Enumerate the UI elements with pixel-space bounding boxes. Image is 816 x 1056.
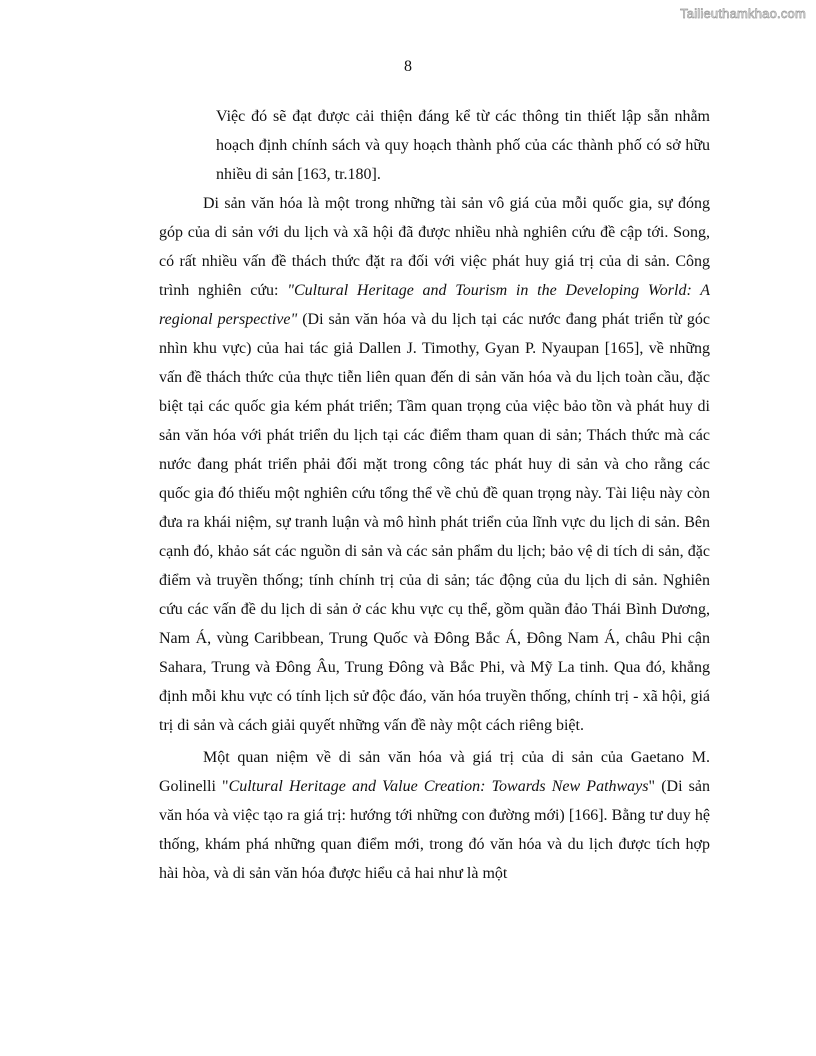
paragraph-2 [159,743,710,888]
paragraph-2-text-b: " (Di sản văn hóa và việc tạo ra giá trị: hướng tới những con đường mới) [166]. Bằng tư duy hệ thống, khám phá những quan điểm mới, trong đó văn hóa và du lịch được tích hợp hài hòa, và di sản văn hóa được hiểu cả hai như là một [159,778,710,882]
watermark: Tailieuthamkhao.com [680,6,806,21]
page-number: 8 [404,58,412,75]
block-quote: Việc đó sẽ đạt được cải thiện đáng kể từ các thông tin thiết lập sẵn nhằm hoạch định chính sách và quy hoạch thành phố của các thành phố có sở hữu nhiều di sản [163, tr.180]. [216,108,710,183]
paragraph-1 [159,189,710,740]
body-text [159,189,710,888]
paragraph-1-text-b: (Di sản văn hóa và du lịch tại các nước đang phát triển từ góc nhìn khu vực) của hai tác giả Dallen J. Timothy, Gyan P. Nyaupan [165], về những vấn đề thách thức của thực tiễn liên quan đến di sản văn hóa và du lịch toàn cầu, đặc biệt tại các quốc gia kém phát triển; Tầm quan trọng của việc bảo tồn và phát huy di sản văn hóa với phát triển du lịch tại các điểm tham quan di sản; Thách thức mà các nước đang phát triển phải đối mặt trong công tác phát huy di sản và cho rằng các quốc gia đó thiếu một nghiên cứu tổng thể về chủ đề quan trọng này. Tài liệu này còn đưa ra khái niệm, sự tranh luận và mô hình phát triển của lĩnh vực du lịch di sản. Bên cạnh đó, khảo sát các nguồn di sản và các sản phẩm du lịch; bảo vệ di tích di sản, đặc điểm và truyền thống; tính chính trị của di sản; tác động của du lịch di sản. Nghiên cứu các vấn đề du lịch di sản ở các khu vực cụ thể, gồm quần đảo Thái Bình Dương, Nam Á, vùng Caribbean, Trung Quốc và Đông Bắc Á, Đông Nam Á, châu Phi cận Sahara, Trung và Đông Âu, Trung Đông và Bắc Phi, và Mỹ La tinh. Qua đó, khẳng định mỗi khu vực có tính lịch sử độc đáo, văn hóa truyền thống, chính trị - xã hội, giá trị di sản và cách giải quyết những vấn đề này một cách riêng biệt. [159,311,710,734]
paragraph-1-title: "Cultural Heritage and Tourism in the Developing World: A regional perspective" [159,282,711,328]
paragraph-2-text-a: Một quan niệm về di sản văn hóa và giá trị của di sản của Gaetano M. Golinelli " [159,749,710,795]
paragraph-1-text-a: Di sản văn hóa là một trong những tài sản vô giá của mỗi quốc gia, sự đóng góp của di sản với du lịch và xã hội đã được nhiều nhà nghiên cứu đề cập tới. Song, có rất nhiều vấn đề thách thức đặt ra đối với việc phát huy giá trị của di sản. Công trình nghiên cứu: [159,195,710,299]
paragraph-2-title: Cultural Heritage and Value Creation: Towards New Pathways [228,778,649,795]
